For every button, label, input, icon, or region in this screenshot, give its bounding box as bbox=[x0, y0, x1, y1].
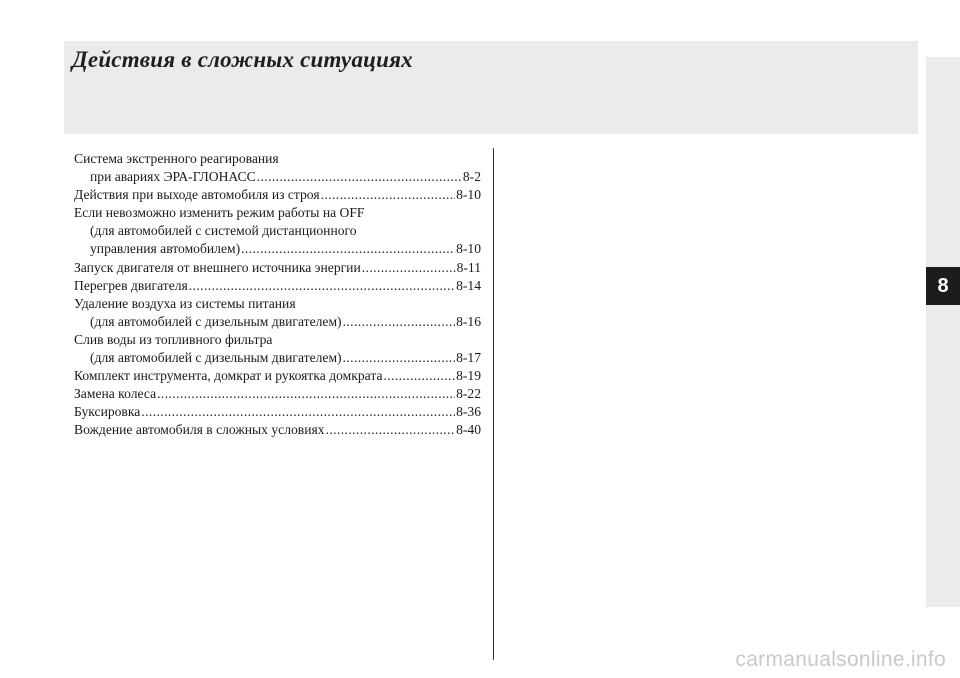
toc-entry[interactable] bbox=[74, 367, 481, 385]
toc-entry[interactable] bbox=[74, 295, 481, 331]
toc-page-number: 8-2 bbox=[462, 169, 481, 185]
toc-dot-leader bbox=[362, 259, 456, 277]
toc-entry[interactable] bbox=[74, 204, 481, 258]
toc-dot-leader bbox=[157, 385, 455, 403]
toc-dot-leader bbox=[326, 421, 456, 439]
toc-dot-leader bbox=[343, 313, 456, 331]
toc-entry-final-line bbox=[74, 385, 481, 403]
toc-page-number: 8-14 bbox=[456, 277, 481, 293]
toc-page-number: 8-40 bbox=[456, 422, 481, 438]
toc-entry-line: (для автомобилей с системой дистанционного bbox=[90, 223, 357, 239]
toc-entry-title: Буксировка bbox=[74, 404, 141, 420]
toc-dot-leader bbox=[383, 367, 455, 385]
toc-dot-leader bbox=[189, 277, 455, 295]
chapter-title: Действия в сложных ситуациях bbox=[72, 47, 413, 72]
toc-entry-final-line bbox=[74, 367, 481, 385]
toc-entry-final-line bbox=[74, 349, 481, 367]
toc-dot-leader bbox=[241, 240, 455, 258]
toc-page-number: 8-10 bbox=[456, 187, 481, 203]
toc-page-number: 8-19 bbox=[456, 368, 481, 384]
toc-dot-leader bbox=[321, 186, 455, 204]
toc-entry-final-line bbox=[74, 240, 481, 258]
toc-entry[interactable] bbox=[74, 403, 481, 421]
toc-entry-final-line bbox=[74, 259, 481, 277]
toc-entry-line: Система экстренного реагирования bbox=[74, 151, 279, 166]
toc-page-number: 8-11 bbox=[456, 259, 481, 275]
toc-entry-final-line bbox=[74, 313, 481, 331]
toc-entry-final-line bbox=[74, 186, 481, 204]
toc-entry[interactable] bbox=[74, 186, 481, 204]
toc-entry-title: Перегрев двигателя bbox=[74, 277, 188, 293]
toc-page-number: 8-22 bbox=[456, 386, 481, 402]
toc-entry[interactable] bbox=[74, 331, 481, 367]
toc-entry-title: Запуск двигателя от внешнего источника энергии bbox=[74, 259, 361, 275]
toc-dot-leader bbox=[343, 349, 456, 367]
toc-entry-line: Слив воды из топливного фильтра bbox=[74, 331, 273, 347]
toc-entry-title: (для автомобилей с дизельным двигателем) bbox=[90, 313, 342, 329]
toc-page-number: 8-36 bbox=[456, 404, 481, 420]
toc-dot-leader bbox=[141, 403, 455, 421]
toc-entry[interactable] bbox=[74, 421, 481, 439]
toc-entry-title: Вождение автомобиля в сложных условиях bbox=[74, 422, 325, 438]
toc-entry-title: Действия при выходе автомобиля из строя bbox=[74, 187, 320, 203]
toc-entry-line: Удаление воздуха из системы питания bbox=[74, 295, 296, 311]
chapter-number-tab[interactable]: 8 bbox=[926, 267, 960, 305]
side-tab-strip bbox=[926, 57, 960, 607]
toc-entry-line: Если невозможно изменить режим работы на OFF bbox=[74, 205, 365, 221]
chapter-header-band bbox=[64, 41, 918, 134]
watermark: carmanualsonline.info bbox=[735, 648, 946, 671]
column-divider bbox=[493, 148, 494, 660]
toc-entry-title: (для автомобилей с дизельным двигателем) bbox=[90, 350, 342, 366]
toc-entry-final-line bbox=[74, 421, 481, 439]
toc-entry[interactable] bbox=[74, 259, 481, 277]
toc-page-number: 8-17 bbox=[456, 350, 481, 366]
toc-page-number: 8-10 bbox=[456, 241, 481, 257]
toc-entry[interactable] bbox=[74, 150, 481, 186]
toc-entry-final-line bbox=[74, 403, 481, 421]
toc-entry-title: Комплект инструмента, домкрат и рукоятка домкрата bbox=[74, 368, 383, 384]
toc-page-number: 8-16 bbox=[456, 313, 481, 329]
toc-entry[interactable] bbox=[74, 385, 481, 403]
toc-entry-title: управления автомобилем) bbox=[90, 241, 241, 257]
toc-entry[interactable] bbox=[74, 277, 481, 295]
toc-dot-leader bbox=[257, 168, 462, 186]
toc-entry-final-line bbox=[74, 168, 481, 186]
toc-entry-title: при авариях ЭРА-ГЛОНАСС bbox=[90, 169, 256, 185]
toc-entry-title: Замена колеса bbox=[74, 386, 157, 402]
toc-entry-final-line bbox=[74, 277, 481, 295]
table-of-contents bbox=[74, 150, 481, 440]
